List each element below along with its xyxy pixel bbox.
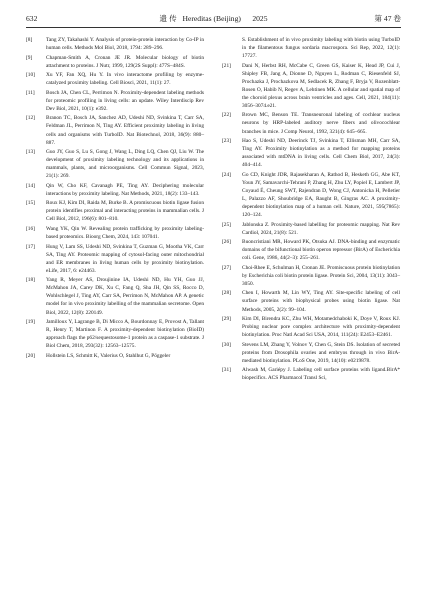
reference-item — [222, 111, 400, 135]
reference-item — [26, 71, 204, 87]
page-number: 632 — [26, 14, 38, 23]
reference-item — [26, 243, 204, 275]
reference-number: [25] — [222, 221, 231, 228]
reference-item — [222, 137, 400, 169]
journal-name-cn: 遗 传 — [159, 14, 177, 23]
reference-number: [12] — [26, 115, 35, 122]
reference-number: [15] — [26, 200, 35, 207]
reference-text: Alwash M, Gariépy J. Labeling cell surface proteins with ligand.BirA* biopecifics. ACS Pharmacol Transl Sci, — [242, 367, 400, 382]
reference-item — [222, 289, 400, 313]
reference-list — [26, 36, 401, 595]
reference-number: [10] — [26, 72, 35, 79]
reference-text: Jamilloux Y, Lagrange B, Di Micco A, Bourdonnay E, Provost A, Tallant R, Henry T, Martinon F. A proximity-dependent biotinylation (BioID) approach flags the p62/sequestosome-1 protein as a caspase-1 substrate. J Biol Chem, 2018, 293(32): 12563–12575. — [46, 319, 204, 350]
reference-item — [26, 352, 204, 360]
reference-number: [28] — [222, 290, 231, 297]
reference-number: [24] — [222, 171, 231, 178]
reference-text: Roux KJ, Kim DI, Raida M, Burke B. A promiscuous biotin ligase fusion protein identifies proximal and interacting proteins in mammalian cells. J Cell Biol, 2012, 196(6): 801–810. — [46, 200, 204, 223]
reference-item — [26, 89, 204, 113]
reference-number: [23] — [222, 138, 231, 145]
reference-number: [21] — [222, 62, 231, 69]
page-header — [26, 12, 401, 26]
reference-item — [26, 148, 204, 180]
reference-number: [16] — [26, 226, 35, 233]
reference-item — [26, 114, 204, 146]
journal-name-en: Hereditas (Beijing) — [182, 14, 241, 23]
reference-text: Guo JY, Guo S, Lu S, Gong J, Wang L, Ding LQ, Chen QJ, Liu W. The development of proximity labeling technology and its applications in mammals, plants, and microorganisms. Cell Commun Signal, 2023, 21(1): 269. — [46, 149, 204, 180]
volume-label: 第 47 卷 — [374, 14, 401, 23]
reference-item — [26, 54, 204, 70]
reference-number: [8] — [26, 37, 33, 43]
reference-text: Branon TC, Bosch JA, Sanchez AD, Udeshi ND, Svinkina T, Carr SA, Feldman JL, Perrimon N, Ting AY. Efficient proximity labeling in living cells and organisms with TurboID. Nat Biotechnol, 2018, 36(9): 880–887. — [46, 115, 204, 146]
reference-item — [26, 199, 204, 223]
reference-text: Yang R, Meyer AS, Droujinine IA, Udeshi ND, Hu YH, Guo JJ, McMahon JA, Carey DK, Xu C, Fang Q, Sha JH, Qin SS, Rocco D, Wohlschlegel J, Ting AY, Carr SA, Perrimon N, McMahon AP. A genetic model for in vivo proximity labelling of the mammalian secretome. Open Biol, 2022, 12(8): 220149. — [46, 277, 204, 316]
reference-number: [29] — [222, 316, 231, 323]
reference-text: Dani N, Herbst RH, McCabe C, Green GS, Kaiser K, Head JP, Cui J, Shipley FB, Jang A, Dionne D, Nguyen L, Rodman C, Riesenfeld SJ, Prochazka J, Prochazkova M, Sedlacek R, Zhang F, Bryja V, Rozenblatt-Rosen O, Habib N, Regev A, Lehtinen MK. A cellular and spatial map of the choroid plexus across brain ventricles and ages. Cell, 2021, 184(11): 3056–3074.e21. — [242, 62, 400, 109]
reference-number: [27] — [222, 264, 231, 271]
reference-number: [11] — [26, 89, 35, 96]
reference-number: [31] — [222, 367, 231, 374]
reference-number: [20] — [26, 352, 35, 359]
reference-number: [9] — [26, 54, 33, 61]
journal-title — [26, 12, 401, 26]
reference-item — [222, 36, 400, 60]
reference-text: Buoncristiani MR, Howard PK, Otsuka AJ. DNA-binding and enzymatic domains of the bifunctional biotin operon repressor (BirA) of Escherichia coli. Gene, 1986, 44(2–3): 255–261. — [242, 239, 400, 262]
reference-text: Choi-Rhee E, Schulman H, Cronan JE. Promiscuous protein biotinylation by Escherichia coli biotin protein ligase. Protein Sci, 2004, 13(11): 3043–3050. — [242, 264, 400, 287]
reference-text: Stevens LM, Zhang Y, Volnov Y, Chen G, Stein DS. Isolation of secreted proteins from Drosophila ovaries and embryos through in vivo BirA-mediated biotinylation. PLoS One, 2019, 14(10): e0219878. — [242, 341, 400, 364]
reference-number: [14] — [26, 182, 35, 189]
reference-column-right — [222, 36, 400, 384]
reference-text: Bosch JA, Chen CL, Perrimon N. Proximity-dependent labeling methods for proteomic profiling in living cells: an update. Wiley Interdiscip Rev Dev Biol, 2021, 10(1): e392. — [46, 89, 204, 112]
reference-item — [222, 171, 400, 219]
reference-text: Hao S, Udeshi ND, Deerinck TJ, Svinkina T, Ellisman MH, Carr SA, Ting AY. Proximity biotinylation as a method for mapping proteins associated with mtDNA in living cells. Cell Chem Biol, 2017, 24(3): 404–414. — [242, 138, 400, 169]
reference-item — [222, 315, 400, 339]
reference-item — [26, 182, 204, 198]
reference-text: Chapman-Smith A, Cronan JE JR. Molecular biology of biotin attachment to proteins. J Nutr, 1999, 129(2S Suppl): 477S–484S. — [46, 54, 204, 69]
reference-item — [26, 318, 204, 350]
reference-item — [222, 238, 400, 262]
reference-text: Brown MC, Benson TE. Transneuronal labeling of cochlear nucleus neurons by HRP-labeled auditory nerve fibers and olivocochlear branches in mice. J Comp Neurol, 1992, 321(4): 645–665. — [242, 112, 400, 135]
reference-text: Hung V, Lam SS, Udeshi ND, Svinkina T, Guzman G, Mootha VK, Carr SA, Ting AY. Proteomic mapping of cytosol-facing outer mitochondrial and ER membranes in living human cells by proximity biotinylation. eLife, 2017, 6: e24463. — [46, 243, 204, 274]
reference-number: [22] — [222, 112, 231, 119]
reference-item — [222, 264, 400, 288]
reference-number: [26] — [222, 239, 231, 246]
reference-item — [222, 221, 400, 237]
reference-text: Kim DI, Birendra KC, Zhu WH, Motamedchaboki K, Doye V, Roux KJ. Probing nuclear pore complex architecture with proximity-dependent biotinylation. Proc Natl Acad Sci USA, 2014, 111(24): E2453–E2461. — [242, 316, 400, 339]
reference-text: Xu YF, Fan XQ, Hu Y. In vivo interactome profiling by enzyme-catalyzed proximity labeling. Cell Biosci, 2021, 11(1): 27. — [46, 72, 204, 87]
reference-item — [26, 225, 204, 241]
reference-number: [30] — [222, 341, 231, 348]
reference-number: [13] — [26, 149, 35, 156]
reference-item — [222, 62, 400, 110]
reference-text: Hollstein LS, Schmitt K, Valerius O, Stahlhut G, Pöggeler — [46, 352, 171, 359]
reference-text: Chen I, Howarth M, Lin WY, Ting AY. Site-specific labeling of cell surface proteins with biophysical probes using biotin ligase. Nat Methods, 2005, 2(2): 99–104. — [242, 290, 400, 313]
reference-text: Qin W, Cho KF, Cavanagh PE, Ting AY. Deciphering molecular interactions by proximity labeling. Nat Methods, 2021, 18(2): 133–143. — [46, 182, 204, 197]
reference-text: S. Establishment of in vivo proximity labeling with biotin using TurboID in the filamentous fungus sordaria macrospora. Sci Rep, 2022, 12(1): 17727. — [242, 37, 400, 60]
header-rule — [26, 27, 401, 28]
reference-text: Jablonska Z. Proximity-based labelling for proteomic mapping. Nat Rev Cardiol, 2024, 21(8): 521. — [242, 221, 400, 236]
journal-year: 2025 — [252, 14, 268, 23]
reference-text: Wang YK, Qin W. Revealing protein trafficking by proximity labeling-based proteomics. Bioorg Chem, 2024, 143: 107041. — [46, 226, 204, 241]
reference-item — [222, 341, 400, 365]
reference-number: [17] — [26, 243, 35, 250]
reference-number: [19] — [26, 319, 35, 326]
reference-item — [222, 366, 400, 382]
reference-text: Go CD, Knight JDR, Rajasekharan A, Rathod B, Hesketh GG, Abe KT, Youn JY, Samavarchi-Tehrani P, Zhang H, Zhu LY, Popiel E, Lambert JP, Coyaud É, Cheung SWT, Rajendran D, Wong CJ, Antonicka H, Pelletier L, Palazzo AF, Shoubridge EA, Raught B, Gingras AC. A proximity-dependent biotinylation map of a human cell. Nature, 2021, 595(7865): 120–124. — [242, 171, 400, 218]
reference-item — [26, 276, 204, 316]
reference-text: Tang ZY, Takahashi Y. Analysis of protein-protein interaction by Co-IP in human cells. Methods Mol Biol, 2018, 1794: 289–296. — [46, 37, 204, 52]
reference-item — [26, 36, 204, 52]
reference-number: [18] — [26, 277, 35, 284]
reference-column-left — [26, 36, 204, 361]
